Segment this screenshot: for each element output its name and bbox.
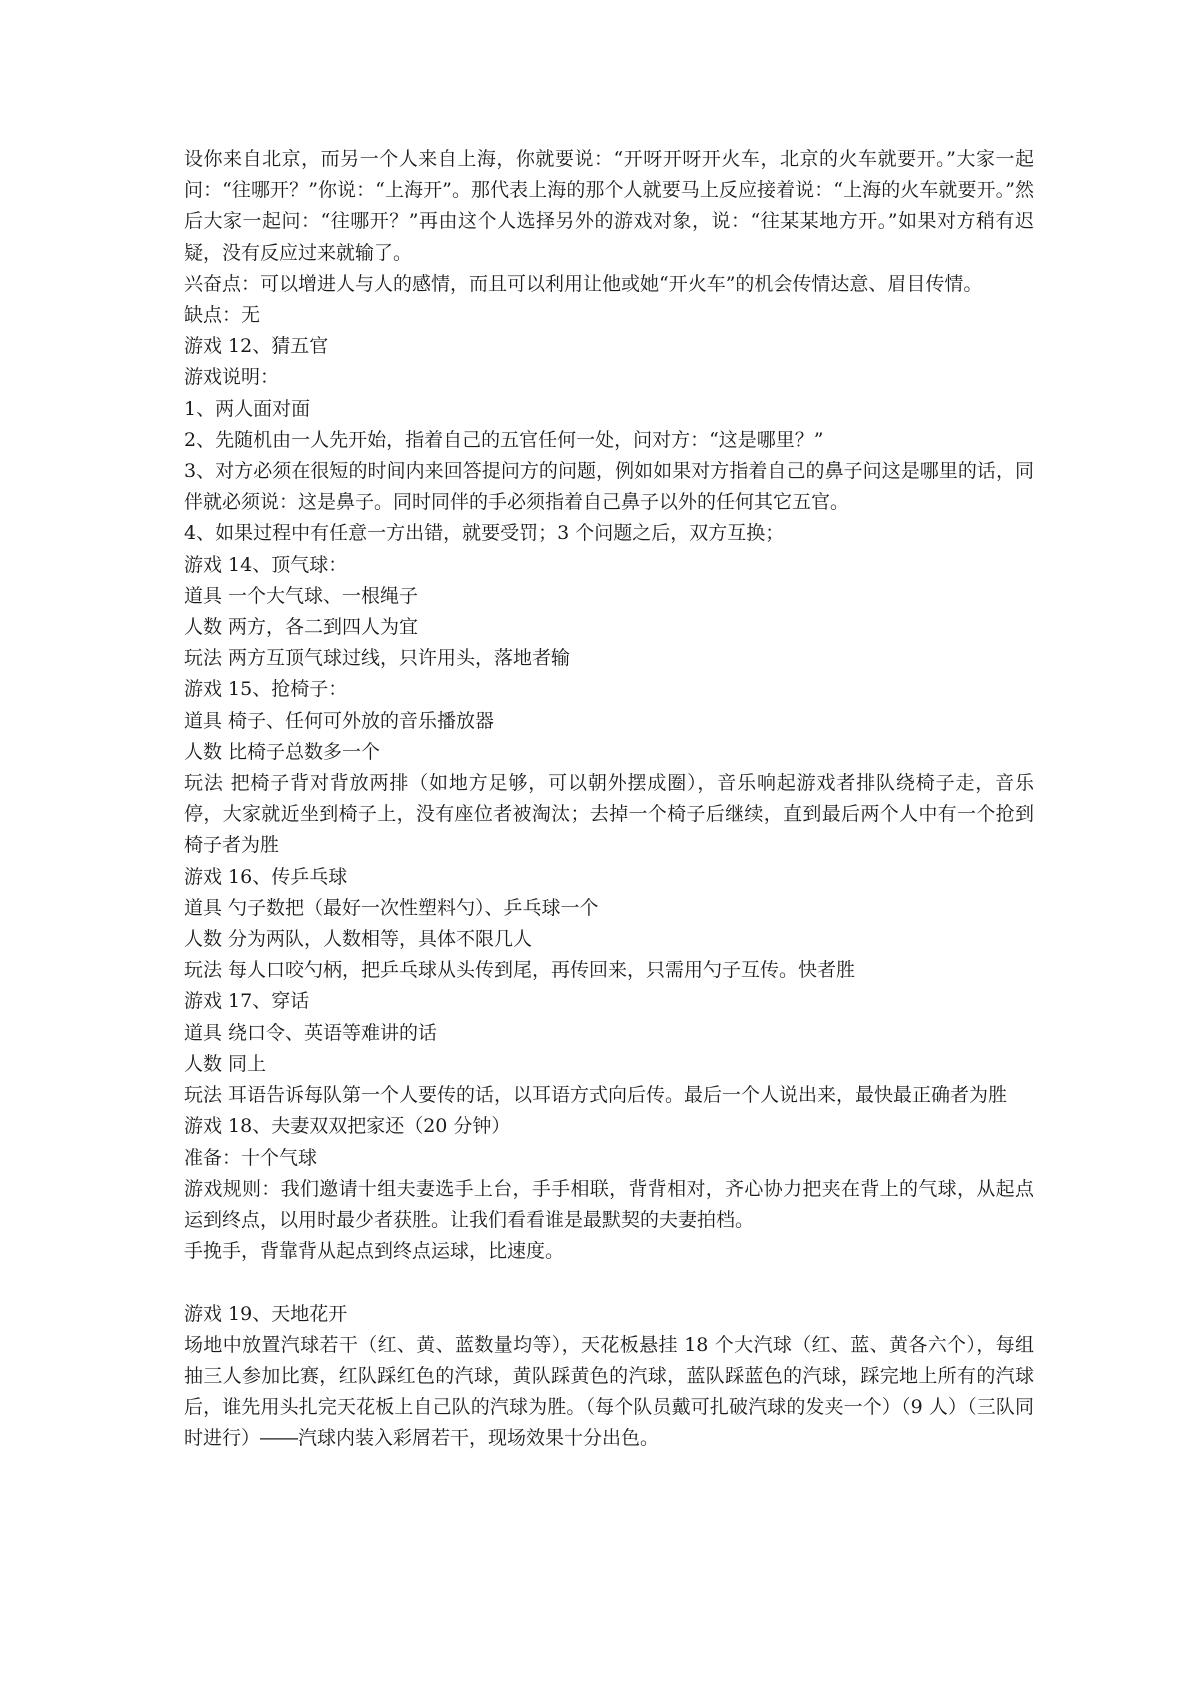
list-item-step-2: 2、先随机由一人先开始，指着自己的五官任何一处，问对方：“这是哪里？” [184,428,824,451]
paragraph-game-14-players: 人数 两方，各二到四人为宜 [184,616,419,639]
paragraph-game-18-preparation: 准备：十个气球 [184,1146,318,1169]
heading-game-19: 游戏 19、天地花开 [184,1302,348,1325]
heading-game-14: 游戏 14、顶气球： [184,553,348,576]
heading-game-15: 游戏 15、抢椅子： [184,678,348,701]
paragraph-game-description-label: 游戏说明： [184,366,280,389]
paragraph-game-15-rules: 玩法 把椅子背对背放两排（如地方足够，可以朝外摆成圈），音乐响起游戏者排队绕椅子走，音乐停，大家就近坐到椅子上，没有座位者被淘汰；去掉一个椅子后继续，直到最后两个人中有一个抢到椅子者为胜 [184,772,1034,857]
paragraph-game-15-props: 道具 椅子、任何可外放的音乐播放器 [184,709,495,732]
paragraph-game-18-rules: 游戏规则：我们邀请十组夫妻选手上台，手手相联，背背相对，齐心协力把夹在背上的气球，从起点运到终点，以用时最少者获胜。让我们看看谁是最默契的夫妻拍档。 [184,1177,1034,1231]
paragraph-game-18-summary: 手挽手，背靠背从起点到终点运球，比速度。 [184,1240,565,1263]
paragraph-game-17-props: 道具 绕口令、英语等难讲的话 [184,1021,438,1044]
paragraph-highlight: 兴奋点：可以增进人与人的感情，而且可以利用让他或她“开火车”的机会传情达意、眉目传情。 [184,272,983,295]
heading-game-17: 游戏 17、穿话 [184,990,310,1013]
paragraph-game-16-props: 道具 勺子数把（最好一次性塑料勺）、乒乓球一个 [184,896,599,919]
heading-game-16: 游戏 16、传乒乓球 [184,865,348,888]
paragraph-game-14-props: 道具 一个大气球、一根绳子 [184,584,419,607]
heading-game-12: 游戏 12、猜五官 [184,335,329,358]
list-item-step-4: 4、如果过程中有任意一方出错，就要受罚；3 个问题之后，双方互换； [184,522,785,545]
paragraph-spacer [184,1267,1034,1298]
paragraph-game-15-players: 人数 比椅子总数多一个 [184,740,381,763]
list-item-step-3: 3、对方必须在很短的时间内来回答提问方的问题，例如如果对方指着自己的鼻子问这是哪里的话，同伴就必须说：这是鼻子。同时同伴的手必须指着自己鼻子以外的任何其它五官。 [184,460,1034,514]
paragraph-game-17-rules: 玩法 耳语告诉每队第一个人要传的话，以耳语方式向后传。最后一个人说出来，最快最正确者为胜 [184,1084,1008,1107]
paragraph-game-16-players: 人数 分为两队，人数相等，具体不限几人 [184,928,533,951]
paragraph-game-14-rules: 玩法 两方互顶气球过线，只许用头，落地者输 [184,647,571,670]
document-page [184,144,1034,1455]
paragraph-game-16-rules: 玩法 每人口咬勺柄，把乒乓球从头传到尾，再传回来，只需用勺子互传。快者胜 [184,959,856,982]
heading-game-18: 游戏 18、夫妻双双把家还（20 分钟） [184,1115,511,1138]
list-item-step-1: 1、两人面对面 [184,397,311,420]
paragraph-game-17-players: 人数 同上 [184,1052,267,1075]
paragraph-game-19-rules: 场地中放置汽球若干（红、黄、蓝数量均等），天花板悬挂 18 个大汽球（红、蓝、黄各六个），每组抽三人参加比赛，红队踩红色的汽球，黄队踩黄色的汽球，蓝队踩蓝色的汽球，踩完地上所有的汽球后，谁先用头扎完天花板上自己队的汽球为胜。（每个队员戴可扎破汽球的发夹一个）（9 人）（三队同时进行）――汽球内装入彩屑若干，现场效果十分出色。 [184,1333,1034,1450]
paragraph-train-game-rules: 设你来自北京，而另一个人来自上海，你就要说：“开呀开呀开火车，北京的火车就要开。”大家一起问：“往哪开？”你说：“上海开”。那代表上海的那个人就要马上反应接着说：“上海的火车就要开。”然后大家一起问：“往哪开？”再由这个人选择另外的游戏对象，说：“往某某地方开。”如果对方稍有迟疑，没有反应过来就输了。 [184,148,1034,264]
paragraph-drawback: 缺点：无 [184,304,261,327]
